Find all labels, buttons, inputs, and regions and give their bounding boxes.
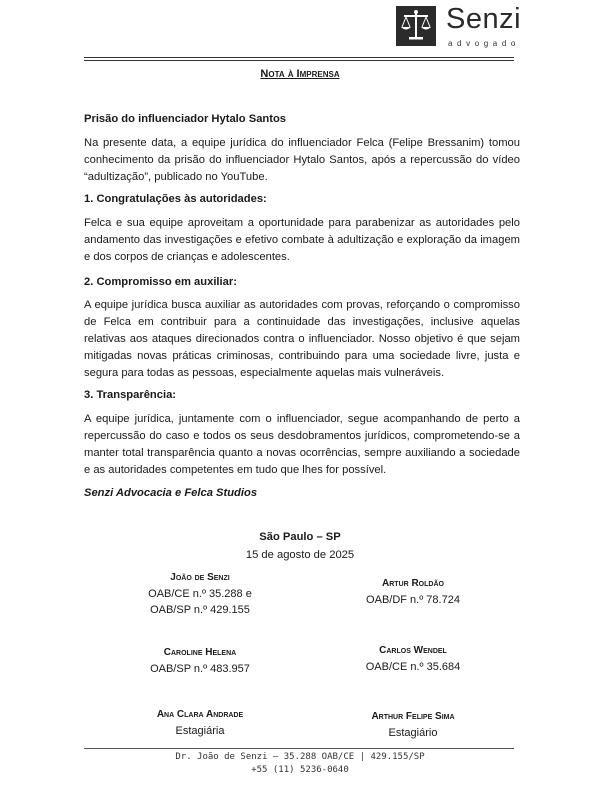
signatory-name: Artur Roldão (382, 578, 444, 589)
header-divider (84, 57, 514, 58)
section-2-heading: 2. Compromisso em auxiliar: (84, 276, 237, 288)
signatory-credential: OAB/SP n.º 429.155 (150, 604, 250, 616)
signatory-name: Ana Clara Andrade (156, 709, 244, 720)
section-1-paragraph: Felca e sua equipe aproveitam a oportunidade para parabenizar as autoridades pelo andamento das investigações e efetivo combate à adultização e exploração da imagem e dos corpos de crianças e adolescentes. (84, 217, 520, 263)
signatory-name: Arthur Felipe Sima (371, 711, 455, 722)
signatory-block (313, 576, 513, 608)
signatory-credential: OAB/CE n.º 35.288 e (148, 588, 252, 600)
footer-divider (84, 748, 514, 749)
document-title: Nota à Imprensa (260, 68, 340, 80)
signoff-date: 15 de agosto de 2025 (245, 549, 355, 561)
signatory-role: Estagiária (175, 725, 225, 737)
signatory-credential: OAB/CE n.º 35.684 (365, 661, 461, 673)
brand-subtitle: advogado (448, 39, 520, 48)
signatory-credential: OAB/DF n.º 78.724 (366, 594, 460, 606)
section-3-heading: 3. Transparência: (84, 389, 177, 401)
brand-name: Senzi (446, 3, 522, 35)
signatory-block (313, 709, 513, 741)
footer-phone: +55 (11) 5236-0640 (251, 765, 349, 775)
signoff-place: São Paulo – SP (259, 531, 341, 543)
section-3-paragraph: A equipe jurídica, juntamente com o influenciador, segue acompanhando de perto a repercussão do caso e todos os seus desdobramentos jurídicos, comprometendo-se a manter total transparência quanto a novas ocorrências, sempre auxiliando a sociedade e as autoridades competentes em tudo que lhes for possível. (84, 413, 520, 476)
signatory-name: João de Senzi (170, 572, 230, 583)
footer-contact: Dr. João de Senzi – 35.288 OAB/CE | 429.155/SP (175, 752, 425, 762)
signatory-role: Estagiário (388, 727, 438, 739)
subject-heading: Prisão do influenciador Hytalo Santos (84, 113, 287, 125)
law-firm-logo (396, 3, 526, 48)
signatory-name: Caroline Helena (163, 647, 237, 658)
intro-paragraph: Na presente data, a equipe jurídica do influenciador Felca (Felipe Bressanim) tomou conhecimento da prisão do influenciador Hytalo Santos, após a repercussão do vídeo “adultização”, publicado no YouTube. (84, 137, 520, 183)
signatory-credential: OAB/SP n.º 483.957 (150, 663, 250, 675)
header-divider-thin (84, 60, 514, 61)
signatory-block (100, 570, 300, 618)
section-1-heading: 1. Congratulações às autoridades: (84, 193, 267, 205)
signatory-block (100, 707, 300, 739)
section-2-paragraph: A equipe jurídica busca auxiliar as autoridades com provas, reforçando o compromisso de Felca em contribuir para a continuidade das investigações, inclusive aquelas relativas aos ataques direcionados contra o influenciador. Nosso objetivo é que sejam mitigadas novas práticas criminosas, contribuindo para uma sociedade livre, justa e segura para todas as pessoas, especialmente aquelas mais vulneráveis. (84, 299, 520, 379)
signatory-name: Carlos Wendel (379, 645, 447, 656)
signatory-block (313, 643, 513, 675)
closing-signature: Senzi Advocacia e Felca Studios (84, 487, 258, 499)
scales-of-justice-icon (396, 6, 436, 46)
signatory-block (100, 645, 300, 677)
